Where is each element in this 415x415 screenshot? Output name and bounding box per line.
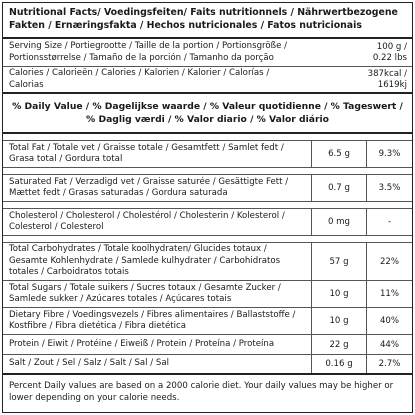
nutrient-row [3, 175, 412, 202]
calories-label: Calories / Calorieën / Calories / Kalorien / Kalorier / Calorías / Calorias [9, 68, 270, 90]
section-spacer [3, 236, 412, 243]
nutrient-row [3, 335, 412, 355]
nutrient-daily-value: 40% [366, 308, 412, 334]
calories-row [3, 67, 412, 94]
nutrient-daily-value: 11% [366, 281, 412, 307]
section-spacer [3, 202, 412, 209]
nutrient-daily-value: 22% [366, 243, 412, 280]
nutrient-daily-value: 9.3% [366, 141, 412, 167]
calories-kcal: 387kcal / [367, 68, 407, 79]
serving-size-value [312, 39, 412, 66]
nutrient-label: Cholesterol / Cholesterol / Cholestérol / Cholesterin / Kolesterol / Colesterol / Colesterol [9, 210, 285, 232]
nutrient-amount: 0 mg [311, 209, 366, 235]
daily-value-footnote: Percent Daily values are based on a 2000 calorie diet. Your daily values may be higher or lower depending on your calorie needs. [9, 381, 394, 403]
nutrient-label: Salt / Zout / Sel / Salz / Salt / Sal / Sal [9, 358, 170, 369]
calories-value [312, 67, 412, 92]
label-title: Nutritional Facts/ Voedingsfeiten/ Faits nutritionnels / Nährwertbezogene Fakten / Ernæringsfakta / Hechos nutricionales / Fatos nutricionais [3, 3, 412, 39]
nutrient-amount: 0.16 g [311, 355, 366, 373]
nutrition-label [2, 2, 413, 413]
serving-size-lbs: 0.22 lbs [372, 52, 407, 63]
nutrient-amount: 57 g [311, 243, 366, 280]
nutrient-row [3, 141, 412, 168]
nutrient-amount: 6.5 g [311, 141, 366, 167]
nutrient-row [3, 209, 412, 236]
nutrient-row [3, 355, 412, 375]
nutrient-row [3, 243, 412, 281]
nutrient-daily-value: - [366, 209, 412, 235]
nutrient-row [3, 281, 412, 308]
nutrient-amount: 0.7 g [311, 175, 366, 201]
daily-value-header: % Daily Value / % Dagelijkse waarde / % Valeur quotidienne / % Tageswert / % Daglig værdi / % Valor diario / % Valor diário [3, 94, 412, 134]
nutrient-amount: 10 g [311, 308, 366, 334]
nutrient-label: Saturated Fat / Verzadigd vet / Graisse saturée / Gesättigte Fett / Mættet fedt / Grasas saturadas / Gordura saturada [9, 176, 289, 198]
nutrient-daily-value: 2.7% [366, 355, 412, 373]
serving-size-grams: 100 g / [376, 41, 407, 52]
section-spacer [3, 134, 412, 141]
section-spacer [3, 168, 412, 175]
nutrient-label: Total Fat / Totale vet / Graisse totale / Gesamtfett / Samlet fedt / Grasa total / Gordura total [9, 142, 284, 164]
nutrient-amount: 10 g [311, 281, 366, 307]
nutrient-amount: 22 g [311, 335, 366, 354]
nutrient-label: Total Sugars / Totale suikers / Sucres totaux / Gesamte Zucker / Samlede sukker / Azúcares totales / Açúcares totais [9, 282, 281, 304]
nutrient-label: Total Carbohydrates / Totale koolhydraten/ Glucides totaux / Gesamte Kohlenhydrate / Samlede kulhydrater / Carbohidratos totales / Carboidratos totais [9, 244, 281, 278]
nutrient-label: Dietary Fibre / Voedingsvezels / Fibres alimentaires / Ballaststoffe / Kostfibre / Fibra dietética / Fibra dietética [9, 309, 296, 331]
serving-size-row [3, 39, 412, 67]
calories-kj: 1619kj [377, 79, 407, 90]
nutrient-daily-value: 44% [366, 335, 412, 354]
nutrient-row [3, 308, 412, 335]
serving-size-label: Serving Size / Portiegrootte / Taille de la portion / Portionsgröße / Portionsstørrelse / Tamaño de la porción / Tamanho da porção [9, 41, 287, 63]
nutrient-daily-value: 3.5% [366, 175, 412, 201]
nutrient-label: Protein / Eiwit / Protéine / Eiweiß / Protein / Proteína / Proteína [9, 338, 275, 349]
